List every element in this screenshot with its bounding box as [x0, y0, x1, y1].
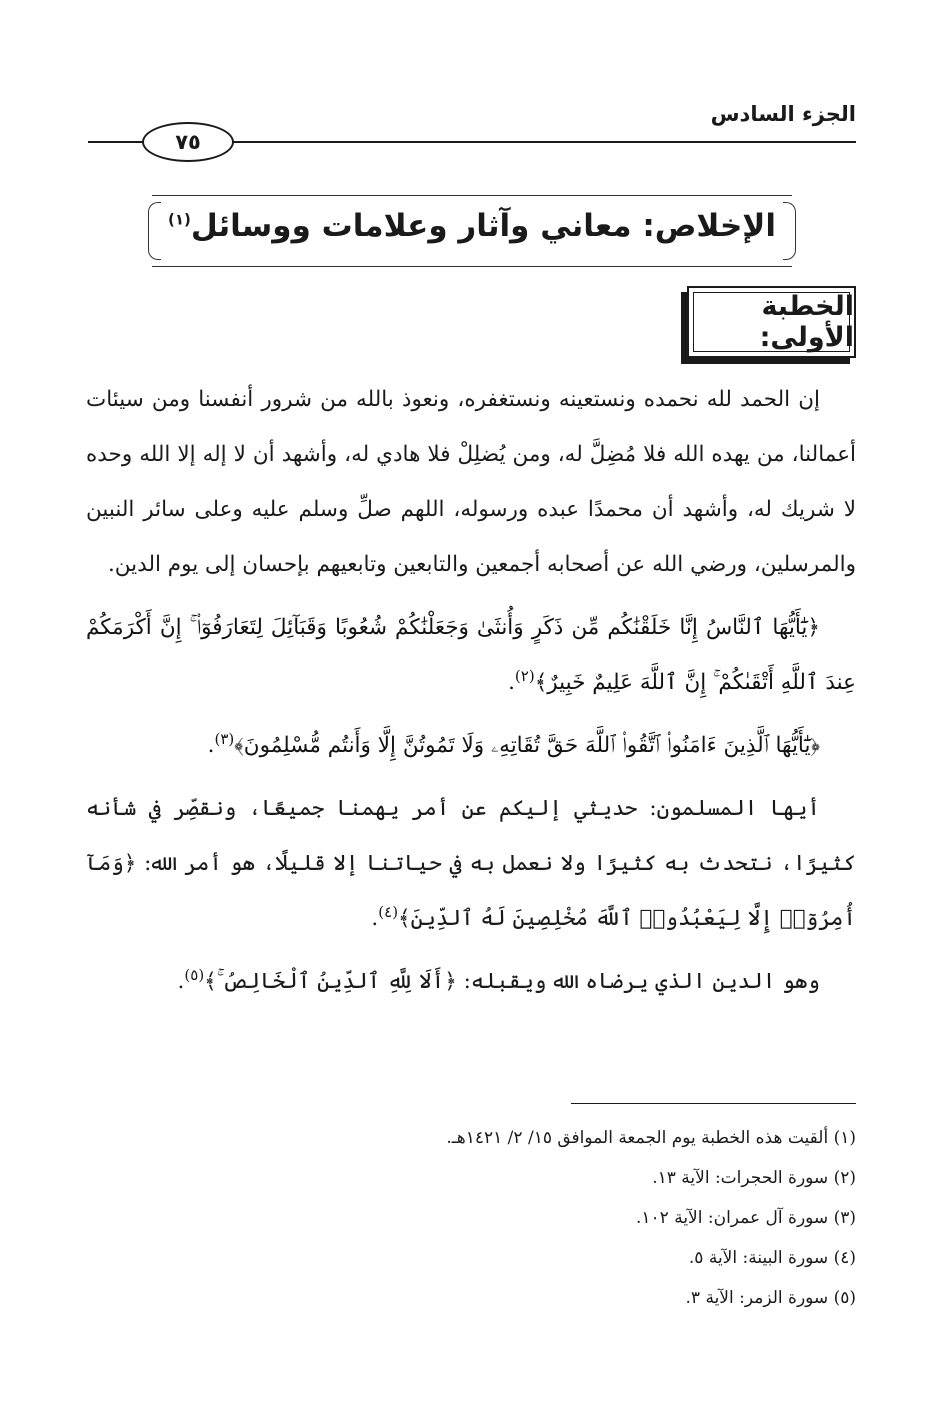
verse-al-imran-ref: (٣): [214, 729, 235, 748]
page-number-text: ٧٥: [175, 130, 201, 154]
running-header: الجزء السادس: [710, 102, 856, 126]
page-number: [142, 122, 234, 162]
muslims-paragraph: أيها المسلمون: حديثي إليكم عن أمر يهمنا جميعًا، ونقصِّر في شأنه كثيرًا، نتحدث به كثيرًا ولا نعمل به في حياتنا إلا قليلًا، هو أمر الله: ﴿وَمَآ أُمِرُوٓا۟ إِلَّا لِيَعْبُدُوا۟ ٱللَّهَ مُخْلِصِينَ لَهُ ٱلدِّينَ﴾$^{(٤)}$.: [86, 796, 856, 931]
chapter-title-text: الإخلاص: معاني وآثار وعلامات ووسائل: [190, 208, 777, 244]
footnotes: [86, 1118, 856, 1318]
verse-al-imran: ﴿يَٰٓأَيُّهَا ٱلَّذِينَ ءَامَنُوا۟ ٱتَّقُوا۟ ٱللَّهَ حَقَّ تُقَاتِهِۦ وَلَا تَمُوتُنَّ إِلَّا وَأَنتُم مُّسْلِمُونَ﴾$^{(٣)}$.: [207, 729, 820, 758]
chapter-title: [152, 208, 792, 244]
verse-hujurat: ﴿يَٰٓأَيُّهَا ٱلنَّاسُ إِنَّا خَلَقْنَٰكُم مِّن ذَكَرٍ وَأُنثَىٰ وَجَعَلْنَٰكُمْ شُعُوبًا وَقَبَآئِلَ لِتَعَارَفُوٓا۟ ۚ إِنَّ أَكْرَمَكُمْ عِندَ ٱللَّهِ أَتْقَىٰكُمْ ۚ إِنَّ ٱللَّهَ عَلِيمٌ خَبِيرٌ﴾$^{(٢)}$.: [86, 615, 856, 695]
religion-paragraph: وهو الدين الذي يرضاه الله ويقبله: ﴿أَلَا لِلَّهِ ٱلدِّينُ ٱلْخَالِصُ ۚ﴾$^{(٥)}$.: [177, 965, 820, 994]
title-footnote-ref: (١): [167, 210, 191, 229]
opening-paragraph: إن الحمد لله نحمده ونستعينه ونستغفره، ونعوذ بالله من شرور أنفسنا ومن سيئات أعمالنا، من يهده الله فلا مُضِلَّ له، ومن يُضلِلْ فلا هادي له، وأشهد أن لا إله إلا الله وحده لا شريك له، وأشهد أن محمدًا عبده ورسوله، اللهم صلِّ وسلم عليه وعلى سائر النبين والمرسلين، ورضي الله عن أصحابه أجمعين والتابعين وتابعيهم بإحسان إلى يوم الدين.: [86, 387, 856, 577]
footnote-item: (٤) سورة البينة: الآية ٥.: [688, 1248, 856, 1268]
section-heading-box: [687, 286, 856, 358]
verse-hujurat-ref: (٢): [514, 666, 535, 685]
muslims-paragraph-ref: (٤): [378, 902, 399, 921]
body-text: [86, 372, 856, 1009]
religion-paragraph-text: وهو الدين الذي يرضاه الله ويقبله: ﴿أَلَا لِلَّهِ ٱلدِّينُ ٱلْخَالِصُ ۚ﴾: [204, 969, 820, 994]
section-heading: الخطبة الأولى:: [759, 291, 854, 353]
footnote-item: (٥) سورة الزمر: الآية ٣.: [685, 1288, 856, 1308]
verse-al-imran-text: ﴿يَٰٓأَيُّهَا ٱلَّذِينَ ءَامَنُوا۟ ٱتَّقُوا۟ ٱللَّهَ حَقَّ تُقَاتِهِۦ وَلَا تَمُوتُنَّ إِلَّا وَأَنتُم مُّسْلِمُونَ﴾: [234, 733, 820, 758]
footnote-item: (٣) سورة آل عمران: الآية ١٠٢.: [635, 1208, 856, 1228]
footnote-rule: [571, 1103, 856, 1104]
religion-paragraph-ref: (٥): [184, 965, 205, 984]
footnote-item: (٢) سورة الحجرات: الآية ١٣.: [652, 1168, 856, 1188]
footnote-item: (١) ألقيت هذه الخطبة يوم الجمعة الموافق ١٥/ ٢/ ١٤٢١هـ.: [446, 1128, 856, 1148]
muslims-paragraph-text: أيها المسلمون: حديثي إليكم عن أمر يهمنا جميعًا، ونقصِّر في شأنه كثيرًا، نتحدث به كثيرًا ولا نعمل به في حياتنا إلا قليلًا، هو أمر الله: ﴿وَمَآ أُمِرُوٓا۟ إِلَّا لِيَعْبُدُوا۟ ٱللَّهَ مُخْلِصِينَ لَهُ ٱلدِّينَ﴾: [86, 796, 856, 931]
verse-hujurat-text: ﴿يَٰٓأَيُّهَا ٱلنَّاسُ إِنَّا خَلَقْنَٰكُم مِّن ذَكَرٍ وَأُنثَىٰ وَجَعَلْنَٰكُمْ شُعُوبًا وَقَبَآئِلَ لِتَعَارَفُوٓا۟ ۚ إِنَّ أَكْرَمَكُمْ عِندَ ٱللَّهِ أَتْقَىٰكُمْ ۚ إِنَّ ٱللَّهَ عَلِيمٌ خَبِيرٌ﴾: [86, 615, 856, 695]
title-frame: [152, 195, 792, 267]
